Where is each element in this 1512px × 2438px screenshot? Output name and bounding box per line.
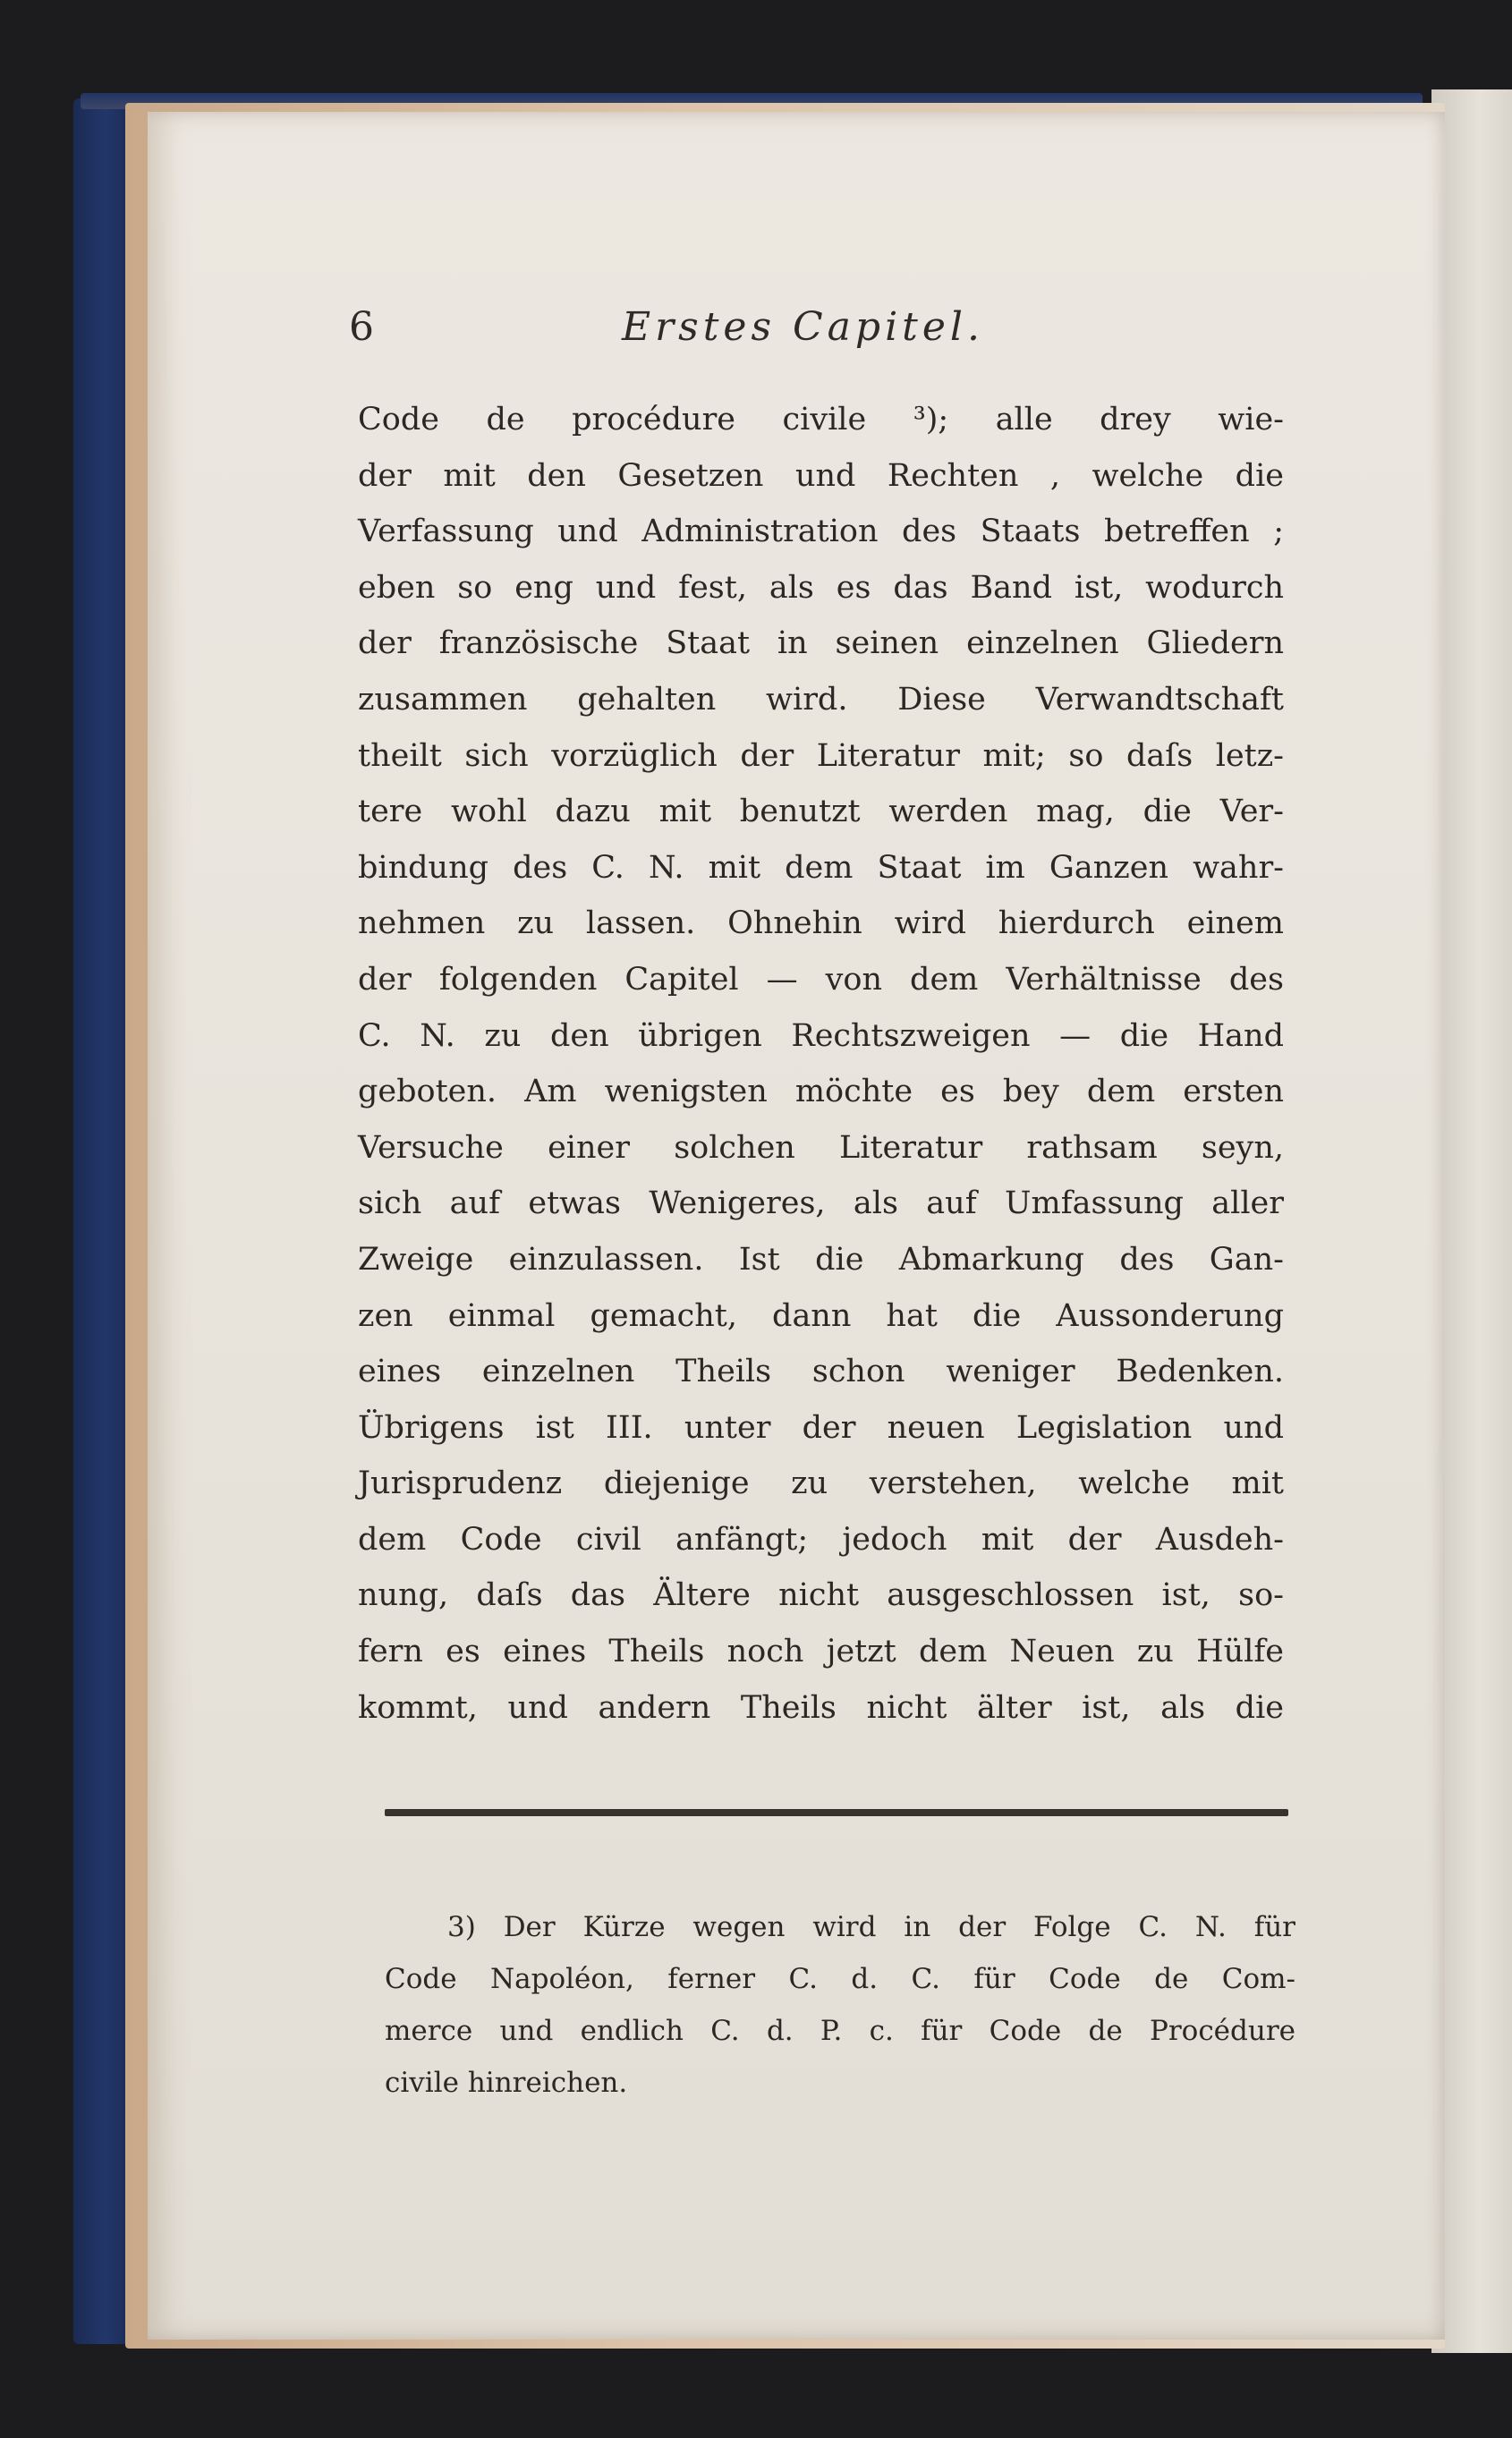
text-line: der französische Staat in seinen einzelnen Gliedern: [358, 625, 1284, 662]
text-line: bindung des C. N. mit dem Staat im Ganzen wahr-: [358, 849, 1284, 886]
text-line: kommt, und andern Theils nicht älter ist, als die: [358, 1689, 1284, 1726]
text-line: fern es eines Theils noch jetzt dem Neuen zu Hülfe: [358, 1634, 1284, 1670]
text-line: Code de procédure civile ³); alle drey wie-: [358, 402, 1284, 437]
text-line: nehmen zu lassen. Ohnehin wird hierdurch einem: [358, 905, 1284, 942]
text-line: eben so eng und fest, als es das Band ist, wodurch: [358, 569, 1284, 606]
footnote-line: 3) Der Kürze wegen wird in der Folge C. N. für: [447, 1911, 1295, 1943]
text-line: zusammen gehalten wird. Diese Verwandtschaft: [358, 681, 1284, 718]
body-text: [358, 392, 1284, 1736]
text-line: theilt sich vorzüglich der Literatur mit; so daſs letz-: [358, 737, 1284, 774]
text-line: der mit den Gesetzen und Rechten , welche die: [358, 457, 1284, 494]
text-line: Verfassung und Administration des Staats betreffen ;: [358, 514, 1284, 550]
page-number: 6: [349, 304, 374, 350]
text-line: Übrigens ist III. unter der neuen Legislation und: [358, 1409, 1284, 1446]
text-line: dem Code civil anfängt; jedoch mit der Ausdeh-: [358, 1521, 1284, 1558]
text-line: Versuche einer solchen Literatur rathsam seyn,: [358, 1129, 1284, 1166]
footnote-rule: [385, 1809, 1288, 1816]
text-line: nung, daſs das Ältere nicht ausgeschlossen ist, so-: [358, 1577, 1284, 1614]
footnote-line: merce und endlich C. d. P. c. für Code de Procédure: [385, 2015, 1295, 2047]
text-line: C. N. zu den übrigen Rechtszweigen — die Hand: [358, 1017, 1284, 1054]
running-title: Erstes Capitel.: [622, 304, 984, 350]
page-header: [349, 304, 1297, 358]
footnote: [385, 1901, 1295, 2109]
text-line: tere wohl dazu mit benutzt werden mag, die Ver-: [358, 794, 1284, 830]
text-line: der folgenden Capitel — von dem Verhältnisse des: [358, 961, 1284, 998]
text-line: eines einzelnen Theils schon weniger Bedenken.: [358, 1354, 1284, 1390]
text-line: zen einmal gemacht, dann hat die Aussonderung: [358, 1297, 1284, 1334]
footnote-line: civile hinreichen.: [385, 2067, 628, 2099]
text-line: sich auf etwas Wenigeres, als auf Umfassung aller: [358, 1185, 1284, 1222]
text-line: Jurisprudenz diejenige zu verstehen, welche mit: [358, 1465, 1284, 1502]
text-line: geboten. Am wenigsten möchte es bey dem ersten: [358, 1074, 1284, 1110]
text-line: Zweige einzulassen. Ist die Abmarkung des Gan-: [358, 1241, 1284, 1278]
footnote-line: Code Napoléon, ferner C. d. C. für Code de Com-: [385, 1963, 1295, 1995]
